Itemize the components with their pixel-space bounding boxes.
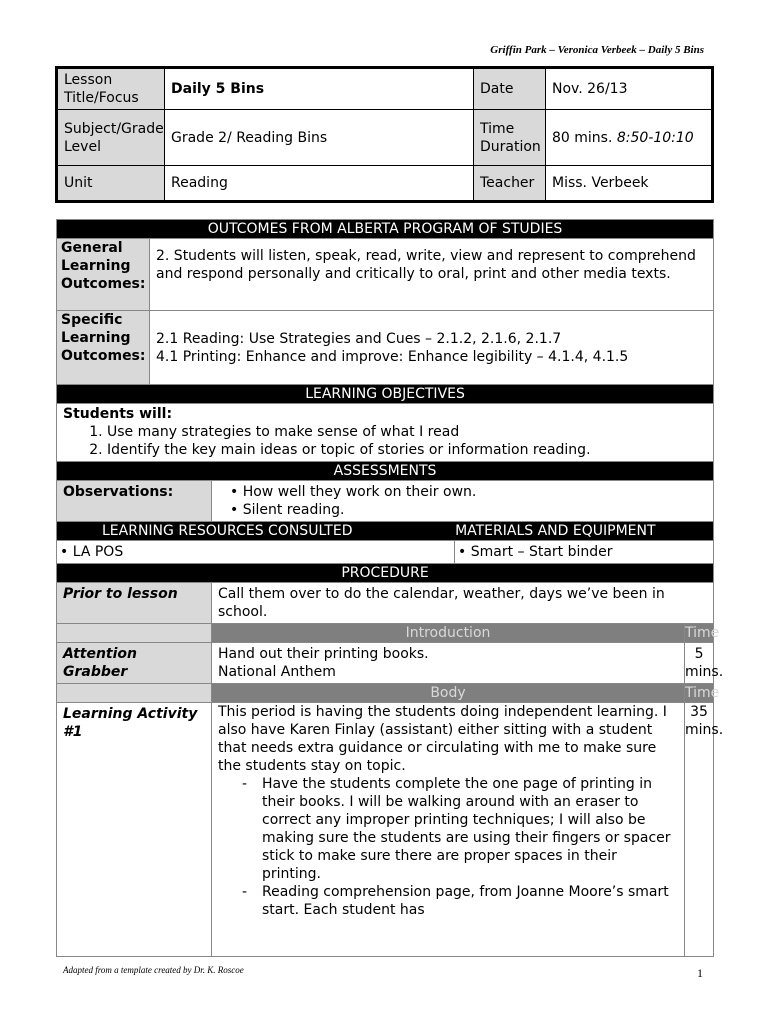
lesson-info-table — [55, 66, 714, 203]
objective-item: 2. Identify the key main ideas or topic of stories or information reading. — [107, 441, 707, 459]
learning-activity-time: 35 mins. — [685, 703, 714, 957]
body-heading: Body — [212, 684, 685, 703]
observation-item: • How well they work on their own. — [230, 483, 707, 501]
learning-activity-list — [218, 775, 678, 919]
observations-label: Observations: — [57, 481, 212, 522]
attention-grabber-time: 5 mins. — [685, 643, 714, 684]
general-outcomes-text: 2. Students will listen, speak, read, write, view and represent to comprehend and respond personally and critically to oral, print and other media texts. — [150, 239, 714, 311]
body-heading-spacer — [57, 684, 212, 703]
resources-heading: LEARNING RESOURCES CONSULTED — [57, 522, 398, 541]
prior-to-lesson-label: Prior to lesson — [57, 583, 212, 624]
specific-outcomes-label: Specific Learning Outcomes: — [57, 311, 150, 385]
attention-grabber-text: Hand out their printing books. National Anthem — [212, 643, 685, 684]
teacher-label: Teacher — [474, 166, 546, 202]
objective-item: 1. Use many strategies to make sense of what I read — [107, 423, 707, 441]
objectives-body — [57, 404, 714, 462]
unit-label: Unit — [57, 166, 165, 202]
introduction-heading: Introduction — [212, 624, 685, 643]
attention-grabber-label: Attention Grabber — [57, 643, 212, 684]
general-outcomes-label: General Learning Outcomes: — [57, 239, 150, 311]
learning-activity-body — [212, 703, 685, 957]
objectives-heading: LEARNING OBJECTIVES — [57, 385, 714, 404]
date-label: Date — [474, 68, 546, 110]
learning-activity-text: This period is having the students doing independent learning. I also have Karen Finlay (assistant) either sitting with a student that needs extra guidance or circulating with me to make sure the students stay on topic. — [218, 704, 667, 774]
objectives-list — [63, 423, 707, 459]
activity-item: - Have the students complete the one page of printing in their books. I will be walking around with an eraser to correct any improper printing techniques; I will also be making sure the students are using their fingers or spacer stick to make sure there are proper spaces in their printing. — [262, 775, 678, 883]
lesson-plan-table — [56, 219, 724, 957]
time-duration-value: 80 mins. 8:50-10:10 — [546, 110, 713, 166]
materials-heading: MATERIALS AND EQUIPMENT — [398, 522, 714, 541]
resource-item: • LA POS — [57, 541, 455, 564]
intro-heading-spacer — [57, 624, 212, 643]
teacher-value: Miss. Verbeek — [546, 166, 713, 202]
body-time-heading: Time — [685, 685, 720, 701]
prior-to-lesson-text: Call them over to do the calendar, weather, days we’ve been in school. — [212, 583, 714, 624]
observations-list — [212, 481, 714, 522]
date-value: Nov. 26/13 — [546, 68, 713, 110]
activity-item: - Reading comprehension page, from Joanne Moore’s smart start. Each student has — [262, 883, 678, 919]
assessments-heading: ASSESSMENTS — [57, 462, 714, 481]
objectives-intro: Students will: — [63, 406, 173, 422]
specific-outcomes-text: 2.1 Reading: Use Strategies and Cues – 2.1.2, 2.1.6, 2.1.7 4.1 Printing: Enhance and improve: Enhance legibility – 4.1.4, 4.1.5 — [150, 311, 714, 385]
observation-item: • Silent reading. — [230, 501, 707, 519]
material-item: • Smart – Start binder — [455, 541, 714, 564]
outcomes-heading: OUTCOMES FROM ALBERTA PROGRAM OF STUDIES — [57, 220, 714, 239]
document-header: Griffin Park – Veronica Verbeek – Daily 5 Bins — [490, 44, 704, 56]
template-credit: Adapted from a template created by Dr. K. Roscoe — [63, 965, 244, 975]
page-number: 1 — [697, 966, 703, 980]
learning-activity-label: Learning Activity #1 — [57, 703, 212, 957]
lesson-title-label: Lesson Title/Focus — [57, 68, 165, 110]
time-heading: Time — [685, 625, 720, 641]
time-duration-label: Time Duration — [474, 110, 546, 166]
subject-label: Subject/Grade Level — [57, 110, 165, 166]
lesson-title-value: Daily 5 Bins — [165, 68, 474, 110]
subject-value: Grade 2/ Reading Bins — [165, 110, 474, 166]
unit-value: Reading — [165, 166, 474, 202]
procedure-heading: PROCEDURE — [57, 564, 714, 583]
